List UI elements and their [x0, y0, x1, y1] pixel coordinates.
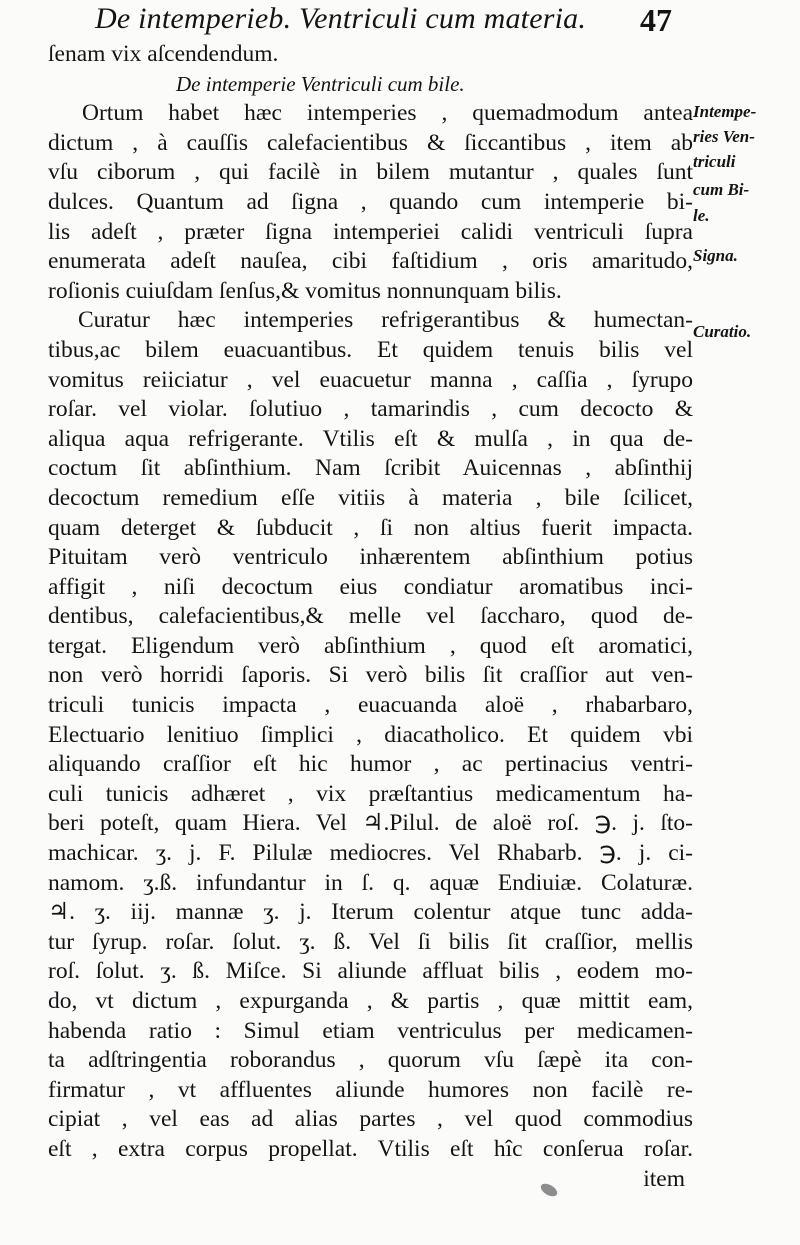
marginal-note: Intempe-	[693, 102, 757, 121]
text-line: aliquando craſſior eſt hic humor , ac pertinacius ventri-	[48, 751, 693, 778]
page-number: 47	[640, 2, 672, 38]
text-line: tibus,ac bilem euacuantibus. Et quidem tenuis bilis vel	[48, 336, 693, 363]
text-line: eſt , extra corpus propellat. Vtilis eſt hîc conſerua roſar.	[48, 1135, 693, 1162]
text-line: non verò horridi ſaporis. Si verò bilis ſit craſſior aut ven-	[48, 662, 693, 689]
text-line: cipiat , vel eas ad alias partes , vel quod commodius	[48, 1106, 693, 1133]
text-line: tergat. Eligendum verò abſinthium , quod eſt aromatici,	[48, 632, 693, 659]
show-through-ghost	[735, 510, 800, 640]
text-line: culi tunicis adhæret , vix præſtantius medicamentum ha-	[48, 780, 693, 807]
text-line: affigit , niſi decoctum eius condiatur aromatibus inci-	[48, 573, 693, 600]
text-line: quam deterget & ſubducit , ſi non altius fuerit impacta.	[48, 514, 693, 541]
text-line: vomitus reiiciatur , vel euacuetur manna , caſſia , ſyrupo	[48, 366, 693, 393]
text-line: machicar. ʒ. j. F. Pilulæ mediocres. Vel Rhabarb. ℈. j. ci-	[48, 840, 693, 867]
text-line: Curatur hæc intemperies refrigerantibus & humectan-	[78, 307, 693, 334]
text-line: roſ. ſolut. ʒ. ß. Miſce. Si aliunde affluat bilis , eodem mo-	[48, 958, 693, 985]
text-line: roſionis cuiuſdam ſenſus,& vomitus nonnunquam bilis.	[48, 277, 562, 304]
body-text	[48, 40, 693, 1194]
marginal-note: Signa.	[693, 246, 738, 265]
text-line: dictum , à cauſſis calefacientibus & ſiccantibus , item ab	[48, 129, 693, 156]
text-line: triculi tunicis impacta , euacuanda aloë , rhabarbaro,	[48, 692, 693, 719]
running-head: De intemperieb. Ventriculi cum materia.	[95, 2, 587, 35]
text-line: beri poteſt, quam Hiera. Vel ♃.Pilul. de aloë roſ. ℈. j. ſto-	[48, 810, 693, 837]
text-line: Pituitam verò ventriculo inhærentem abſinthium potius	[48, 544, 693, 571]
marginal-note: cum Bi-	[693, 180, 750, 199]
text-line: Electuario lenitiuo ſimplici , diacatholico. Et quidem vbi	[48, 721, 693, 748]
catchword: item	[643, 1165, 685, 1192]
text-line: ♃. ʒ. iij. mannæ ʒ. j. Iterum colentur atque tunc adda-	[48, 899, 693, 926]
marginal-note: Curatio.	[693, 322, 752, 341]
text-line: habenda ratio : Simul etiam ventriculus per medicamen-	[48, 1017, 693, 1044]
section-heading: De intemperie Ventriculi cum bile.	[176, 71, 465, 96]
text-line: lis adeſt , præter ſigna intemperiei calidi ventriculi ſupra	[48, 218, 693, 245]
text-line: coctum ſit abſinthium. Nam ſcribit Auicennas , abſinthij	[48, 455, 693, 482]
text-line: tur ſyrup. roſar. ſolut. ʒ. ß. Vel ſi bilis ſit craſſior, mellis	[48, 928, 693, 955]
text-line: enumerata adeſt nauſea, cibi faſtidium , oris amaritudo,	[48, 248, 693, 275]
text-line: Ortum habet hæc intemperies , quemadmodum antea	[82, 100, 693, 127]
text-line: ſenam vix aſcendendum.	[48, 41, 279, 67]
marginal-note: le.	[693, 206, 710, 225]
text-line: vſu ciborum , qui facilè in bilem mutantur , quales ſunt	[48, 159, 693, 186]
text-line: do, vt dictum , expurganda , & partis , quæ mittit eam,	[48, 988, 693, 1014]
text-line: ta adſtringentia roborandus , quorum vſu ſæpè ita con-	[48, 1047, 693, 1074]
text-line: dulces. Quantum ad ſigna , quando cum intemperie bi-	[48, 188, 693, 215]
marginal-note: triculi	[693, 152, 736, 171]
text-line: namom. ʒ.ß. infundantur in ſ. q. aquæ Endiuiæ. Colaturæ.	[48, 869, 693, 896]
text-line: firmatur , vt affluentes aliunde humores non facilè re-	[48, 1076, 693, 1103]
marginal-note: ries Ven-	[693, 127, 755, 146]
text-line: aliqua aqua refrigerante. Vtilis eſt & mulſa , in qua de-	[48, 425, 693, 452]
text-line: dentibus, calefacientibus,& melle vel ſaccharo, quod de-	[48, 603, 693, 630]
text-line: roſar. vel violar. ſolutiuo , tamarindis , cum decocto &	[48, 396, 693, 423]
text-line: decoctum remedium eſſe vitiis à materia , bile ſcilicet,	[48, 484, 693, 511]
